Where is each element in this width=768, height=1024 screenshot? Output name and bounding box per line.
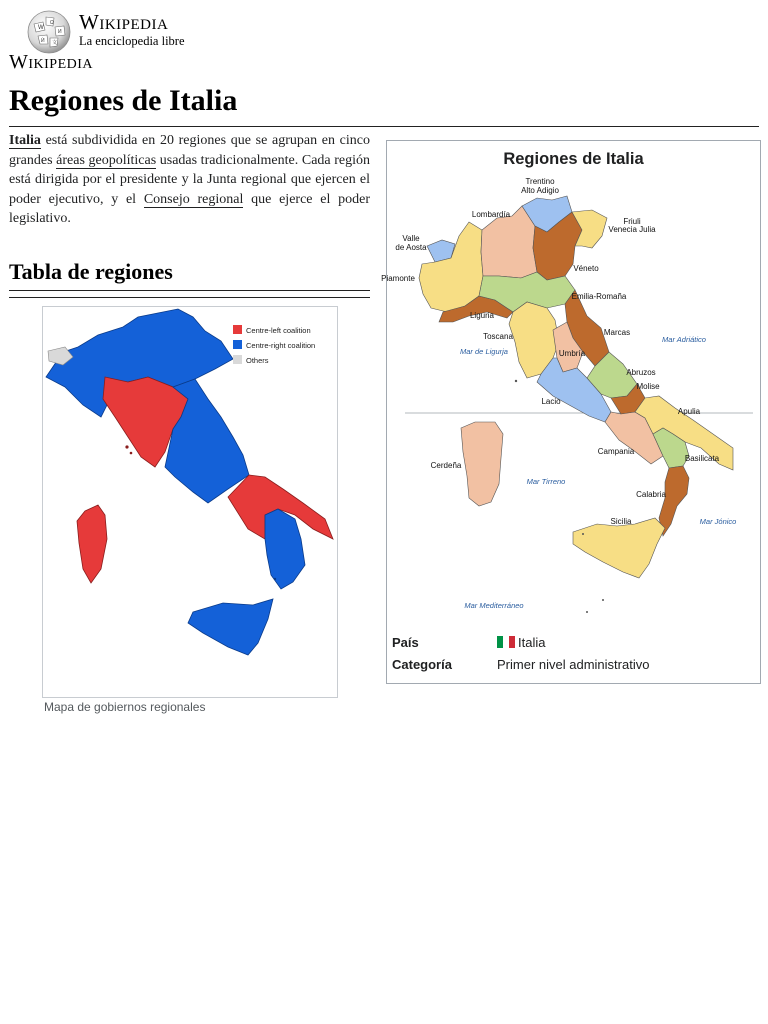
svg-text:Ω: Ω (50, 20, 54, 26)
label-valle: Valle (402, 234, 420, 243)
regional-governments-figure (42, 306, 338, 698)
label-veneto: Véneto (573, 264, 599, 273)
label-piamonte: Piamonte (381, 274, 415, 283)
intro-text-1: está subdividida en 20 regiones que se agrupan en cinco grandes (9, 133, 370, 168)
link-italia-infobox[interactable]: Italia (518, 635, 546, 650)
sea-label-adriatico: Mar Adriático (662, 335, 706, 344)
infobox-label-pais: País (392, 635, 419, 650)
label-cerdena: Cerdeña (430, 461, 462, 470)
sea-label-mediterraneo: Mar Mediterráneo (464, 601, 524, 610)
link-italia[interactable]: Italia (9, 133, 41, 148)
label-trentino: Trentino (525, 177, 555, 186)
label-molise: Molise (636, 382, 660, 391)
label-liguria: Liguria (469, 311, 495, 320)
infobox-value-pais (497, 635, 545, 650)
svg-text:И: И (58, 29, 62, 35)
legend-label-centre-right: Centre-right coalition (246, 341, 316, 350)
label-de-aosta: de Aosta (395, 243, 427, 252)
regional-governments-map[interactable] (43, 307, 337, 697)
label-lombardia: Lombardía (471, 210, 511, 219)
label-venecia-julia: Venecia Julia (608, 225, 656, 234)
section-divider-secondary (9, 297, 370, 298)
sea-label-tirreno: Mar Tirreno (526, 477, 566, 486)
svg-text:文: 文 (52, 40, 58, 46)
section-heading: Tabla de regiones (9, 259, 173, 284)
link-areas-geopoliticas[interactable]: áreas geopolíticas (56, 152, 157, 168)
label-campania: Campania (597, 447, 635, 456)
label-basilicata: Basilicata (684, 454, 720, 463)
label-calabria: Calabria (636, 490, 666, 499)
wikipedia-globe-logo[interactable] (26, 9, 72, 55)
intro-text-2: usadas tradicionalmente. Cada región está dirigida por el presidente y la Junta regional que ejercen el poder ejecutivo, y el (9, 152, 370, 207)
label-umbria: Umbría (558, 349, 586, 358)
intro-paragraph (9, 131, 370, 229)
wikipedia-wordmark-secondary[interactable]: Wikipedia (9, 51, 94, 73)
legend-label-others: Others (246, 356, 269, 365)
infobox-title: Regiones de Italia (503, 150, 644, 168)
svg-text:Ѝ: Ѝ (41, 38, 45, 44)
legend-swatch-centre-right (233, 340, 242, 349)
label-sicilia: Sicilia (610, 517, 632, 526)
legend-swatch-others (233, 355, 242, 364)
title-divider (9, 126, 759, 127)
label-marcas: Marcas (603, 328, 631, 337)
label-abruzos: Abruzos (626, 368, 656, 377)
regions-map[interactable] (381, 172, 758, 624)
section-divider (9, 290, 370, 291)
link-consejo-regional[interactable]: Consejo regional (143, 191, 244, 207)
italy-flag-icon (497, 636, 515, 648)
wikipedia-tagline: La enciclopedia libre (79, 34, 185, 48)
label-emilia-romana: Emilia-Romaña (571, 292, 627, 301)
legend-swatch-centre-left (233, 325, 242, 334)
infobox-label-categoria: Categoría (392, 657, 452, 672)
page-title: Regiones de Italia (9, 84, 238, 117)
label-alto-adigio: Alto Adigio (521, 186, 559, 195)
figure-caption: Mapa de gobiernos regionales (44, 700, 206, 714)
label-apulia: Apulia (677, 407, 701, 416)
wikipedia-wordmark[interactable]: Wikipedia (79, 10, 169, 34)
intro-text-3: que ejerce el poder legislativo. (9, 191, 370, 227)
label-toscana: Toscana (483, 332, 513, 341)
flag-stripe-red (509, 636, 515, 648)
label-lacio: Lacio (541, 397, 561, 406)
svg-text:W: W (38, 25, 44, 31)
label-friuli: Friuli (623, 217, 641, 226)
sea-label-jonico: Mar Jónico (699, 517, 737, 526)
infobox-value-categoria: Primer nivel administrativo (497, 657, 650, 672)
sea-label-ligurja: Mar de Ligurja (460, 347, 508, 356)
legend-label-centre-left: Centre-left coalition (246, 326, 311, 335)
